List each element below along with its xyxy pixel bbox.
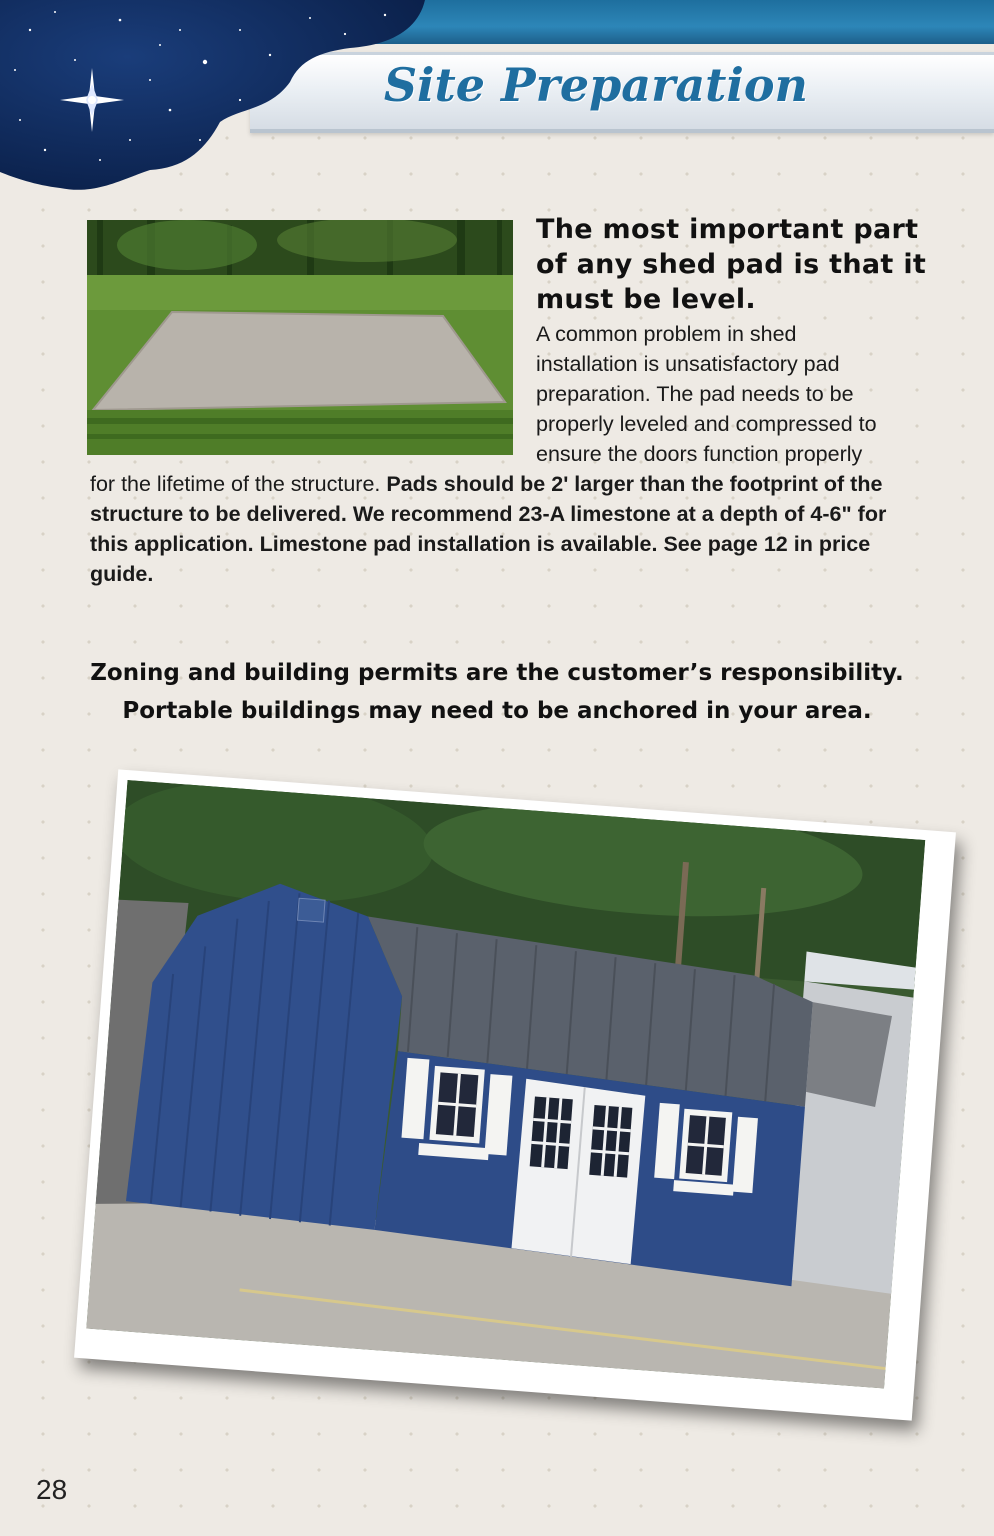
gravel-pad-photo (87, 220, 513, 455)
body-line: preparation. The pad needs to be (536, 382, 854, 406)
pad-recommendation: Pads should be 2' larger than the footprint of the structure to be delivered. We recommend 23-A limestone at a depth of 4-6" for this application. Limestone pad installation is available. See page 12 in price guide. (90, 472, 887, 586)
page-title: Site Preparation (383, 58, 808, 112)
body-line: A common problem in shed (536, 322, 797, 346)
permit-notice (0, 654, 994, 730)
page-number: 28 (36, 1474, 68, 1505)
blue-barn-shed-photo (86, 780, 925, 1388)
body-line: installation is unsatisfactory pad (536, 352, 840, 376)
intro-body-continued (90, 469, 920, 589)
notice-line-2: Portable buildings may need to be anchored in your area. (122, 698, 872, 724)
night-sky-graphic (0, 0, 430, 195)
shed-photo-frame (74, 769, 956, 1420)
intro-body-right (536, 319, 916, 469)
body-continuation: for the lifetime of the structure. (90, 472, 381, 496)
notice-line-1: Zoning and building permits are the customer’s responsibility. (90, 660, 904, 686)
body-line: properly leveled and compressed to (536, 412, 877, 436)
body-line: ensure the doors function properly (536, 442, 863, 466)
lead-heading: The most important part of any shed pad is that it must be level. (536, 214, 927, 315)
